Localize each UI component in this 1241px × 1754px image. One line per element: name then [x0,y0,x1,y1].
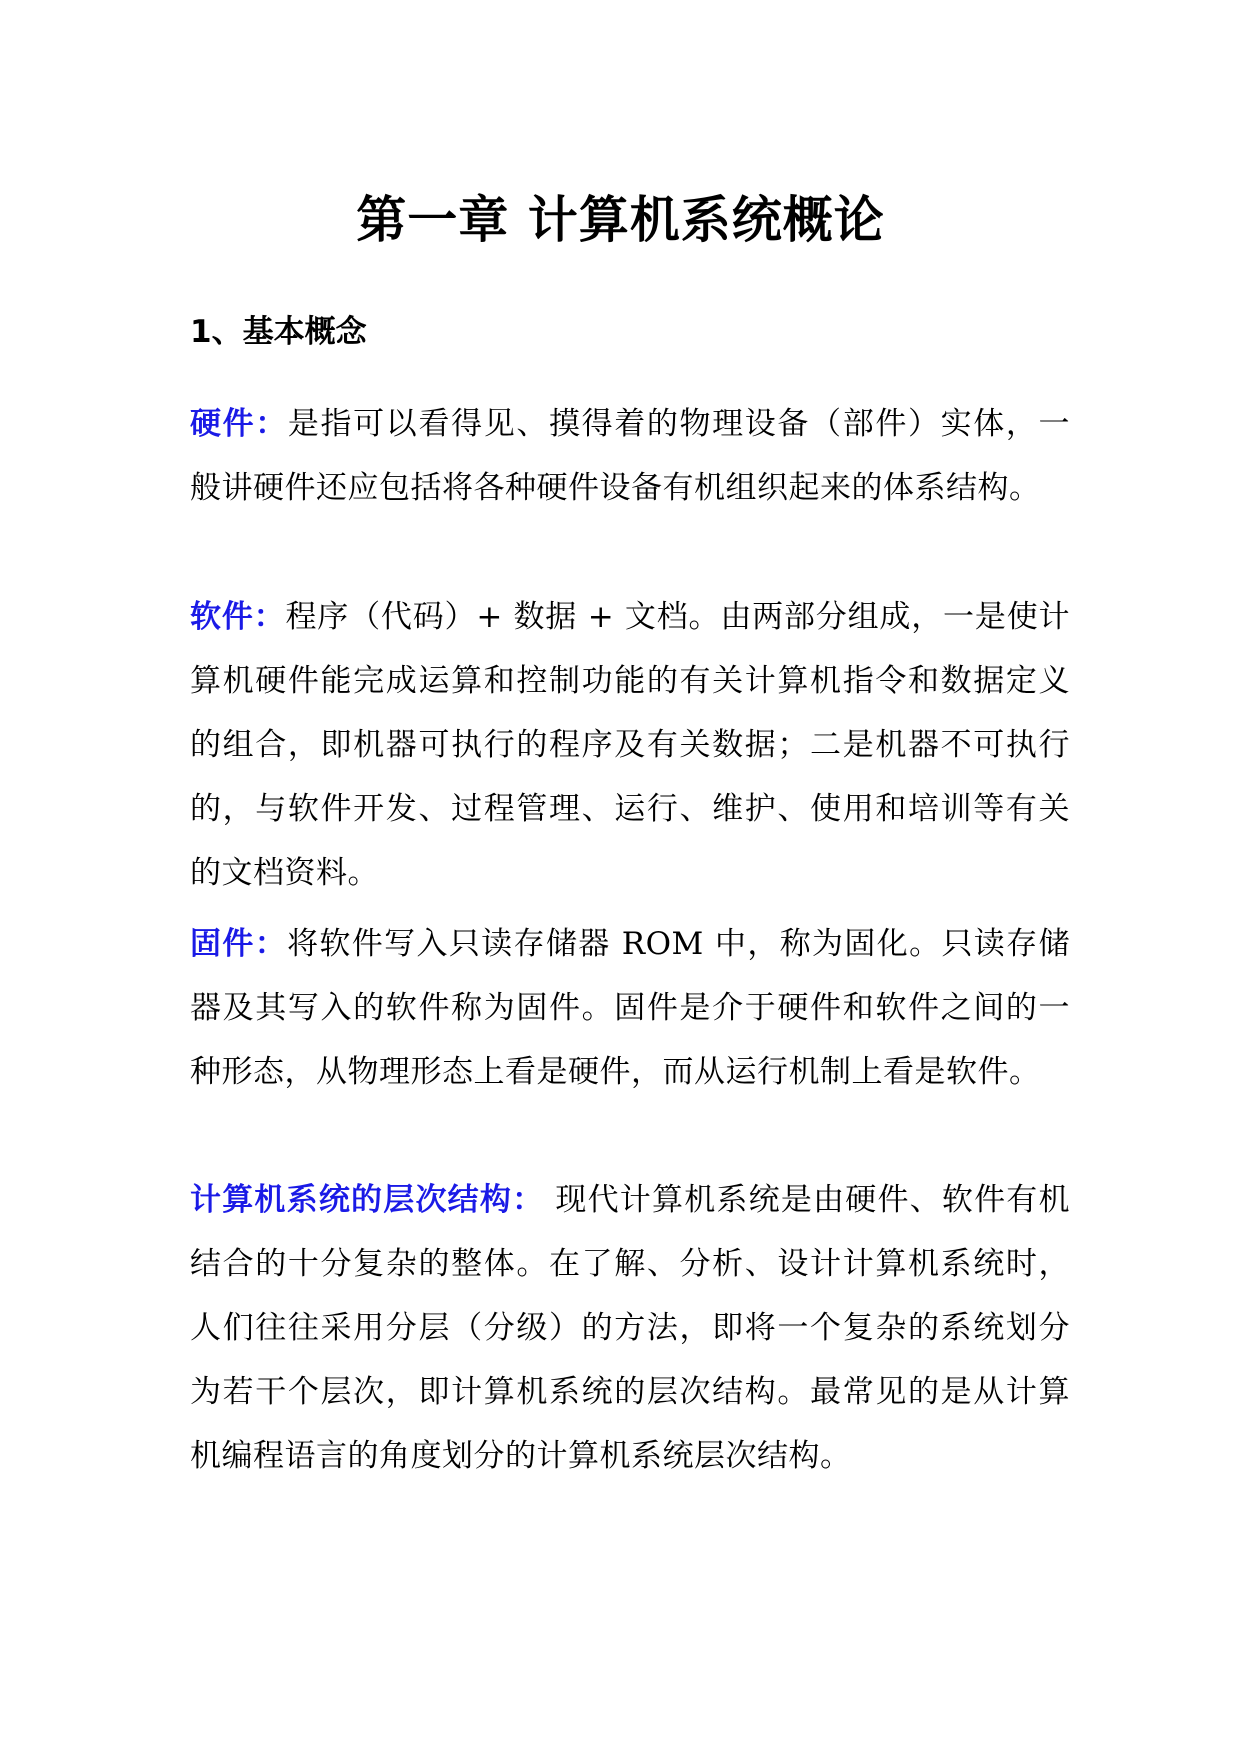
paragraph-text: 是指可以看得见、摸得着的物理设备（部件）实体，一般讲硬件还应包括将各种硬件设备有机组织起来的体系结构。 [190,406,1070,506]
paragraph-firmware [190,912,1070,1104]
paragraph-text: 程序（代码）+ 数据 + 文档。由两部分组成，一是使计算机硬件能完成运算和控制功能的有关计算机指令和数据定义的组合，即机器可执行的程序及有关数据；二是机器不可执行的，与软件开发、过程管理、运行、维护、使用和培训等有关的文档资料。 [190,599,1071,891]
term-system-hierarchy: 计算机系统的层次结构： [190,1182,545,1218]
section-heading: 1、基本概念 [190,314,367,350]
paragraph-text: 现代计算机系统是由硬件、软件有机结合的十分复杂的整体。在了解、分析、设计计算机系统时，人们往往采用分层（分级）的方法，即将一个复杂的系统划分为若干个层次，即计算机系统的层次结构。最常见的是从计算机编程语言的角度划分的计算机系统层次结构。 [190,1182,1070,1474]
paragraph-software [190,585,1070,905]
paragraph-hardware [190,392,1070,520]
term-software: 软件： [190,599,286,635]
paragraph-system-hierarchy [190,1168,1070,1488]
term-firmware: 固件： [190,926,288,962]
chapter-title: 第一章 计算机系统概论 [356,191,885,249]
paragraph-text: 将软件写入只读存储器 ROM 中，称为固化。只读存储器及其写入的软件称为固件。固件是介于硬件和软件之间的一种形态，从物理形态上看是硬件，而从运行机制上看是软件。 [190,926,1071,1090]
term-hardware: 硬件： [190,406,288,442]
